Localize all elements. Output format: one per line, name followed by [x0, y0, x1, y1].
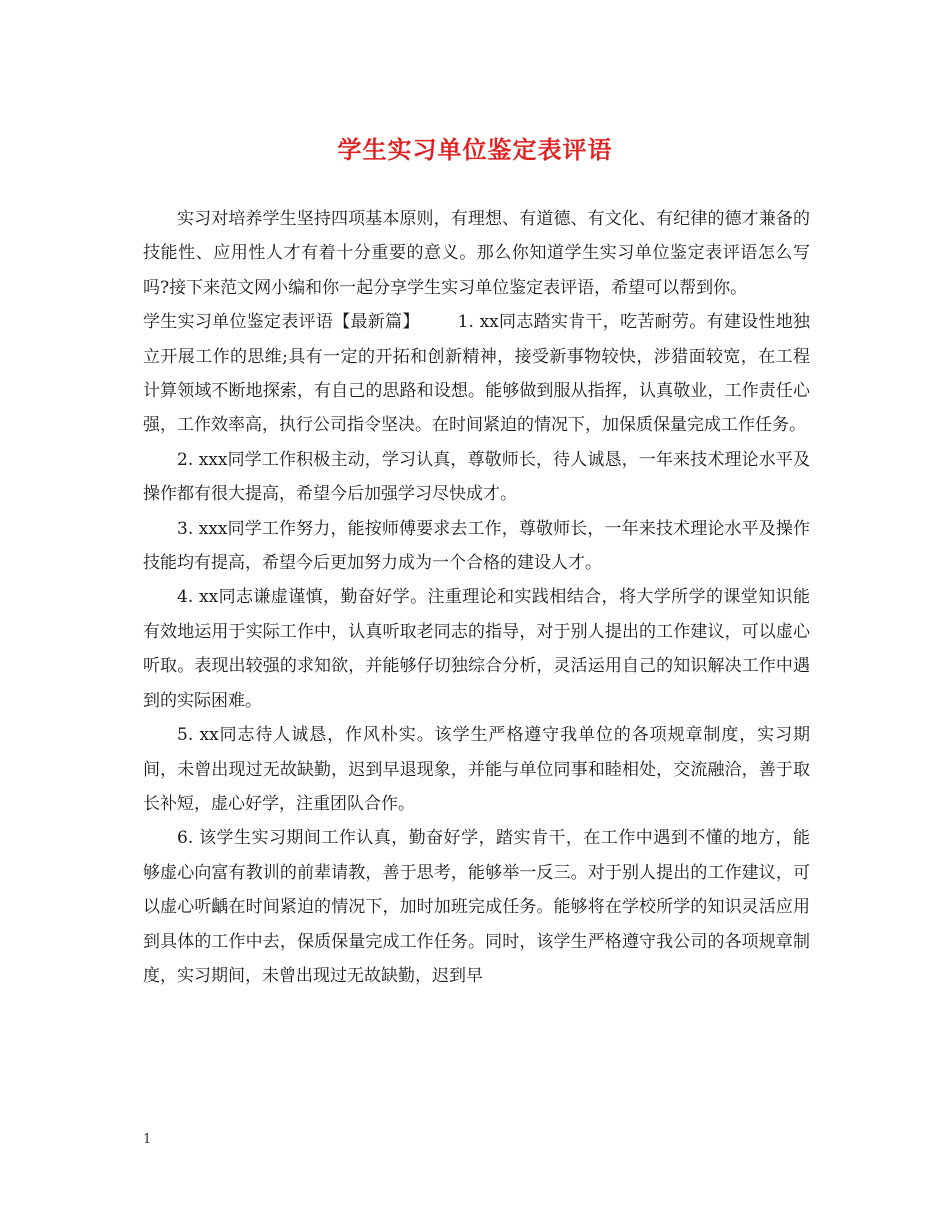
intro-paragraph: 实习对培养学生坚持四项基本原则，有理想、有道德、有文化、有纪律的德才兼备的技能性、应用性人才有着十分重要的意义。那么你知道学生实习单位鉴定表评语怎么写吗?接下来范文网小编和你一起分享学生实习单位鉴定表评语，希望可以帮到你。: [143, 209, 810, 298]
page-number: 1: [143, 1132, 152, 1147]
document-body: [143, 202, 810, 993]
list-item-5: 5. xx同志待人诚恳，作风朴实。该学生严格遵守我单位的各项规章制度，实习期间，未曾出现过无故缺勤，迟到早退现象，并能与单位同事和睦相处，交流融洽，善于取长补短，虚心好学，注重团队合作。: [143, 725, 810, 814]
first-item-paragraph: [143, 305, 810, 443]
document-title: 学生实习单位鉴定表评语: [337, 135, 613, 164]
list-item-4: 4. xx同志谦虚谨慎，勤奋好学。注重理论和实践相结合，将大学所学的课堂知识能有效地运用于实际工作中，认真听取老同志的指导，对于别人提出的工作建议，可以虚心听取。表现出较强的求知欲，并能够仔切独综合分析，灵活运用自己的知识解决工作中遇到的实际困难。: [143, 587, 810, 711]
section-heading: 学生实习单位鉴定表评语【最新篇】: [143, 312, 420, 333]
list-item-3: 3. xxx同学工作努力，能按师傅要求去工作，尊敬师长，一年来技术理论水平及操作技能均有提高，希望今后更加努力成为一个合格的建设人才。: [143, 518, 810, 574]
list-item-6: 6. 该学生实习期间工作认真，勤奋好学，踏实肯干，在工作中遇到不懂的地方，能够虚心向富有教训的前辈请教，善于思考，能够举一反三。对于别人提出的工作建议，可以虚心听齲在时间紧迫的情况下，加时加班完成任务。能够将在学校所学的知识灵活应用到具体的工作中去，保质保量完成工作任务。同时，该学生严格遵守我公司的各项规章制度，实习期间，未曾出现过无故缺勤，迟到早: [143, 828, 810, 986]
list-item-1: 1. xx同志踏实肯干，吃苦耐劳。有建设性地独立开展工作的思维;具有一定的开拓和创新精神，接受新事物较快，涉猎面较宽，在工程计算领域不断地探索，有自己的思路和设想。能够做到服从指挥，认真敬业，工作责任心强，工作效率高，执行公司指令坚决。在时间紧迫的情况下，加保质保量完成工作任务。: [143, 312, 810, 436]
list-item-2: 2. xxx同学工作积极主动，学习认真，尊敬师长，待人诚恳，一年来技术理论水平及操作都有很大提高，希望今后加强学习尽快成才。: [143, 449, 810, 505]
